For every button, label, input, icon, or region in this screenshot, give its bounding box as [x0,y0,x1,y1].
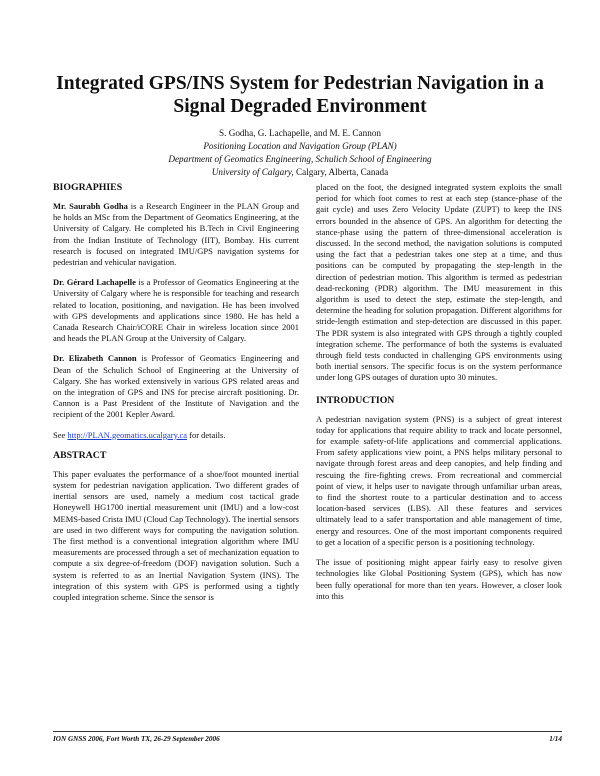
footer-conference: ION GNSS 2006, Fort Worth TX, 26-29 September 2006 [53,735,220,743]
bio-lachapelle [53,277,299,344]
title-line-2: Signal Degraded Environment [173,96,427,117]
see-suffix: for details. [187,429,226,440]
intro-paragraph-2: The issue of positioning might appear fairly easy to resolve given technologies like Global Positioning System (GPS), which has now been fully operational for more than ten years. However, a closer look into this [316,557,562,601]
paper-title [40,72,560,118]
author-names: S. Godha, G. Lachapelle, and M. E. Cannon [218,128,382,138]
abstract-text-right: placed on the foot, the designed integrated system exploits the small period for which foot comes to rest at each step (stance-phase of the gait cycle) and uses Zero Velocity Update (ZUPT) to keep the INS errors bounded in the absence of GPS. An algorithm for detecting the stance-phase using the pattern of three-dimensional acceleration is discussed. In the second method, the navigation solutions is computed using the fact that a pedestrian takes one step at a time, and thus positions can be computed by propagating the step-length in the direction of pedestrian motion. This algorithm is termed as pedestrian dead-reckoning (PDR) algorithm. The IMU measurement in this algorithm is used to detect the step, estimate the step-length, and determine the heading for solution propagation. Different algorithms for stride-length estimation and step-detection are discussed in this paper. The PDR system is also integrated with GPS through a tightly coupled integration scheme. The performance of both the systems is evaluated through field tests conducted in challenging GPS environments using both inertial sensors. The specific focus is on the system performance under long GPS outages of duration upto 30 minutes. [316,182,562,383]
bio-lachapelle-text: is a Professor of Geomatics Engineering at the University of Calgary where he is responsible for teaching and research related to location, positioning, and navigation. He has been involved with GPS developments and applications since 1980. He has held a Canada Research Chair/iCORE Chair in wireless location since 2001 and heads the PLAN Group at the University of Calgary. [53,277,299,344]
department: Department of Geomatics Engineering, Schulich School of Engineering [168,154,432,164]
bio-lachapelle-name: Dr. Gérard Lachapelle [53,277,136,288]
left-column [53,182,299,603]
bio-godha [53,201,299,268]
bio-godha-text: is a Research Engineer in the PLAN Group and he holds an MSc from the Department of Geomatics Engineering, at the University of Calgary. He completed his B.Tech in Civil Engineering from the Indian Institute of Technology (IIT), Bombay. His current research is focused on integrated IMU/GPS navigation systems for pedestrian and vehicular navigation. [53,201,299,268]
city: Calgary, Alberta, Canada [293,167,389,177]
see-prefix: See [53,429,68,440]
affiliation-line [40,166,560,179]
bio-cannon [53,353,299,420]
university: University of Calgary, [211,167,294,177]
title-line-1: Integrated GPS/INS System for Pedestrian Navigation in a [56,73,544,94]
biographies-heading: BIOGRAPHIES [53,182,123,193]
introduction-heading: INTRODUCTION [316,394,395,406]
bio-cannon-name: Dr. Elizabeth Cannon [53,353,137,364]
right-column [316,182,562,602]
abstract-heading: ABSTRACT [53,449,107,461]
intro-paragraph-1: A pedestrian navigation system (PNS) is a subject of great interest today for applications that require ability to track and locate personnel, for example safety-of-life applications and commercial applications. From safety applications view point, a PNS helps military personal to navigate through forest areas and deep canopies, and help finding and rescuing the fire-fighting crews. From recreational and commercial point of view, it helps user to navigate through unfamiliar urban areas, to find the shortest route to a particular destination and to access location-based services (LBS). All these features and services ultimately lead to a safer transportation and able management of time, energy and resources. One of the most important components required to get a location of a specific person is a positioning technology. [316,413,562,547]
page-number: 1/14 [549,735,562,743]
author-block [40,127,560,179]
plan-website-link[interactable]: http://PLAN.geomatics.ucalgary.ca [67,429,187,440]
bio-godha-name: Mr. Saurabh Godha [53,201,128,211]
page-footer [53,731,562,743]
see-details [53,430,299,441]
abstract-text-left: This paper evaluates the performance of a shoe/foot mounted inertial system for pedestrian navigation application. Two different grades of inertial sensors are used, namely a medium cost tactical grade Honeywell HG1700 inertial measurement unit (IMU) and a low-cost MEMS-based Crista IMU (Cloud Cap Technology). The inertial sensors are used in two different ways for computing the navigation solution. The first method is a conventional integration algorithm where IMU measurements are processed through a set of mechanization equation to compute a six degree-of-freedom (DOF) navigation solution. Such a system is referred to as an Inertial Navigation System (INS). The integration of this system with GPS is performed using a tightly coupled integration scheme. Since the sensor is [53,468,299,603]
bio-cannon-text: is Professor of Geomatics Engineering and Dean of the Schulich School of Engineering at the University of Calgary. She has worked extensively in various GPS related areas and on the integration of GPS and INS for precise aircraft positioning. Dr. Cannon is a Past President of the Institute of Navigation and the recipient of the 2001 Kepler Award. [53,353,299,420]
research-group: Positioning Location and Navigation Group (PLAN) [203,141,397,151]
